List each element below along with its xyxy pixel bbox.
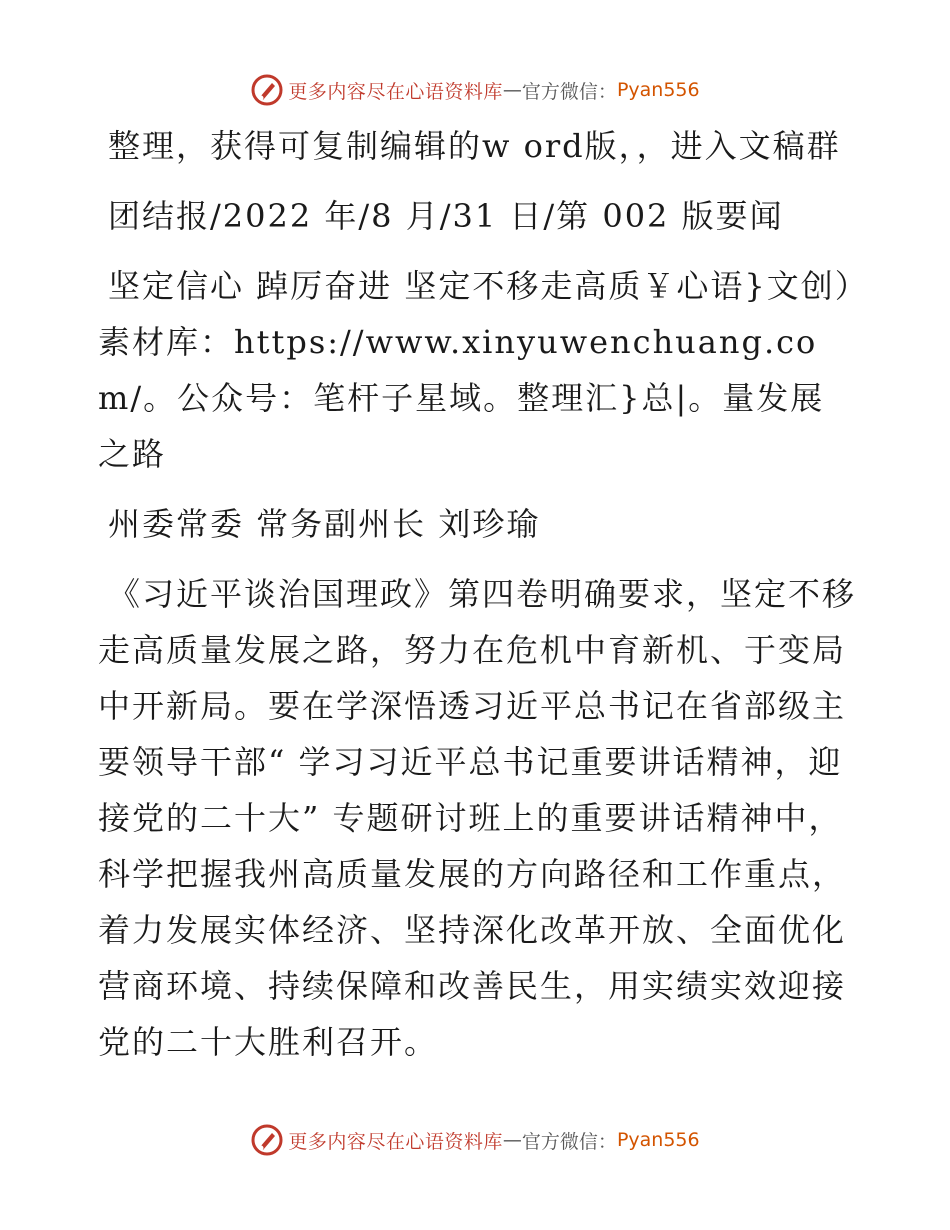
paragraph-body: 《习近平谈治国理政》第四卷明确要求，坚定不移走高质量发展之路，努力在危机中育新机、于变局中开新局。要在学深悟透习近平总书记在省部级主要领导干部“ 学习习近平总书记重要讲话精神，迎接党的二十大” 专题研讨班上的重要讲话精神中，科学把握我州高质量发展的方向路径和工作重点，着力发展实体经济、坚持深化改革开放、全面优化营商环境、持续保障和改善民生，用实绩实效迎接党的二十大胜利召开。 xyxy=(98,575,857,1061)
header-watermark-banner xyxy=(0,70,950,110)
paragraph-headline: 坚定信心 踔厉奋进 坚定不移走高质￥心语}文创）素材库：https://www.xinyuwenchuang.com/。公众号：笔杆子星域。整理汇}总|。量发展之路 xyxy=(98,267,853,473)
paragraph-intro: 整理，获得可复制编辑的w ord版，，进入文稿群 xyxy=(108,127,841,165)
banner-wechat-id: Pyan556 xyxy=(616,1129,700,1151)
banner-main-text: 更多内容尽在心语资料库 xyxy=(288,1130,503,1153)
document-body xyxy=(98,118,858,1084)
banner-wechat-id: Pyan556 xyxy=(616,79,700,101)
logo-icon xyxy=(250,73,284,107)
paragraph-source: 团结报/2022 年/8 月/31 日/第 002 版要闻 xyxy=(108,197,784,235)
banner-main-text: 更多内容尽在心语资料库 xyxy=(288,80,503,103)
banner-separator: — xyxy=(502,79,522,101)
banner-official-label: 官方微信： xyxy=(521,1130,617,1153)
banner-official-label: 官方微信： xyxy=(521,80,617,103)
banner-separator: — xyxy=(502,1129,522,1151)
footer-watermark-banner xyxy=(0,1120,950,1160)
logo-icon xyxy=(250,1123,284,1157)
paragraph-byline: 州委常委 常务副州长 刘珍瑜 xyxy=(108,505,541,543)
